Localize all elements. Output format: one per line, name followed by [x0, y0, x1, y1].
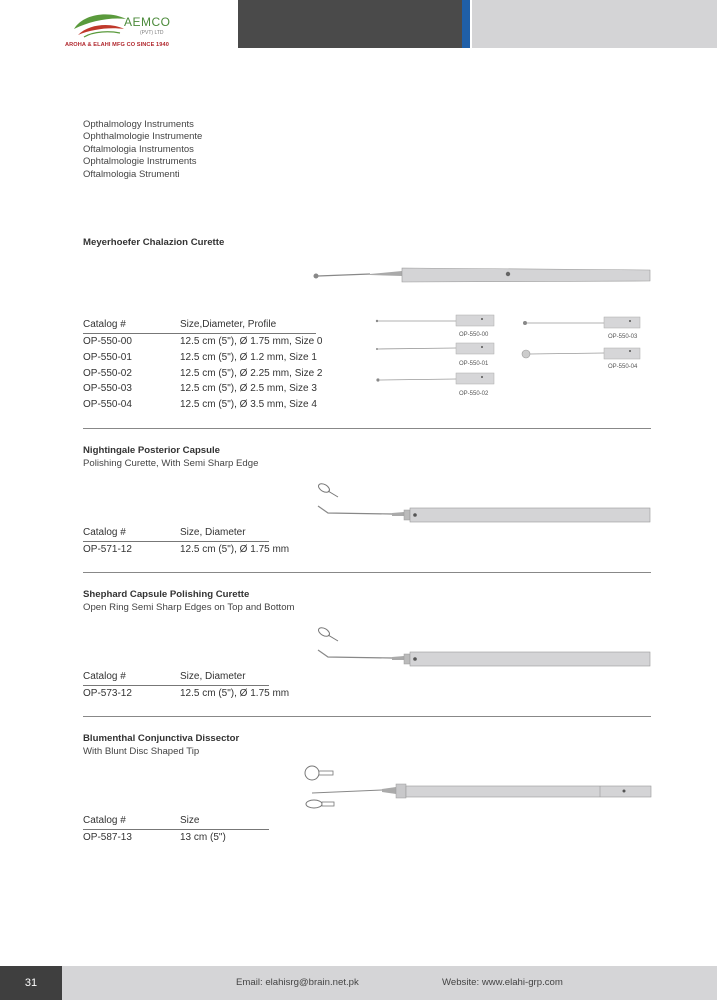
curette-illustration	[310, 264, 655, 284]
footer-website: Website: www.elahi-grp.com	[442, 977, 563, 988]
section-divider	[83, 428, 651, 429]
header-light-band	[472, 0, 717, 48]
table-header	[83, 814, 269, 830]
catalog-code: OP-550-02	[83, 367, 132, 379]
catalog-table	[83, 318, 323, 413]
catalog-code: OP-571-12	[83, 544, 132, 555]
catalog-code: OP-550-03	[83, 383, 132, 395]
tip-label: OP-550-03	[608, 334, 638, 340]
tip-label: OP-550-01	[459, 361, 489, 367]
size-desc: 12.5 cm (5"), Ø 1.2 mm, Size 1	[180, 351, 317, 363]
tip-variants-left-icon	[374, 313, 499, 385]
table-row	[83, 686, 290, 702]
intro-list	[83, 119, 202, 181]
tip-label: OP-550-04	[608, 364, 638, 370]
table-row	[83, 397, 316, 413]
logo-name: AEMCO	[124, 15, 171, 29]
size-desc: 13 cm (5")	[180, 832, 226, 843]
page-number: 31	[0, 966, 62, 1000]
col-header-catalog: Catalog #	[83, 815, 126, 826]
logo-tagline: AROHA & ELAHI MFG CO SINCE 1940	[65, 42, 169, 48]
intro-line: Oftalmologia Instrumentos	[83, 143, 194, 155]
table-row	[83, 381, 316, 397]
catalog-code: OP-550-00	[83, 336, 132, 347]
col-header-size: Size	[180, 815, 200, 826]
catalog-table	[83, 526, 290, 558]
catalog-table	[83, 670, 290, 702]
col-header-catalog: Catalog #	[83, 319, 126, 330]
header-blue-accent	[462, 0, 470, 48]
col-header-size: Size, Diameter	[180, 671, 246, 682]
section-subtitle: Open Ring Semi Sharp Edges on Top and Bottom	[83, 602, 295, 613]
catalog-table	[83, 814, 269, 846]
table-header	[83, 670, 269, 686]
table-row	[83, 830, 269, 846]
header-dark-band	[238, 0, 462, 48]
catalog-code: OP-573-12	[83, 688, 132, 699]
size-desc: 12.5 cm (5"), Ø 2.5 mm, Size 3	[180, 383, 317, 395]
table-header	[83, 318, 316, 334]
catalog-code: OP-550-04	[83, 399, 132, 411]
table-row	[83, 350, 316, 366]
polishing-curette-illustration	[312, 480, 654, 526]
size-desc: 12.5 cm (5"), Ø 1.75 mm	[180, 544, 290, 555]
col-header-size: Size, Diameter	[180, 527, 246, 538]
table-row	[83, 542, 290, 558]
section-title: Blumenthal Conjunctiva Dissector	[83, 733, 240, 744]
col-header-catalog: Catalog #	[83, 671, 126, 682]
section-subtitle: With Blunt Disc Shaped Tip	[83, 746, 200, 757]
intro-line: Ophthalmologie Instrumente	[83, 131, 203, 143]
tip-label: OP-550-00	[459, 332, 489, 338]
footer-bar	[62, 966, 717, 1000]
table-row	[83, 366, 323, 382]
size-desc: 12.5 cm (5"), Ø 2.25 mm, Size 2	[180, 367, 323, 379]
section-divider	[83, 716, 651, 717]
tip-label: OP-550-02	[459, 391, 489, 397]
section-subtitle: Polishing Curette, With Semi Sharp Edge	[83, 458, 259, 469]
capsule-curette-illustration	[312, 624, 654, 670]
section-title: Shephard Capsule Polishing Curette	[83, 589, 250, 600]
intro-line: Oftalmologia Strumenti	[83, 168, 180, 180]
section-title: Nightingale Posterior Capsule	[83, 445, 221, 456]
table-row	[83, 334, 323, 350]
intro-line: Ophtalmologie Instruments	[83, 156, 197, 168]
intro-line: Opthalmology Instruments	[83, 119, 194, 130]
table-header	[83, 526, 269, 542]
section-title: Meyerhoefer Chalazion Curette	[83, 237, 225, 248]
catalog-code: OP-587-13	[83, 832, 132, 843]
section-divider	[83, 572, 651, 573]
logo-sub: (PVT) LTD	[140, 30, 164, 36]
size-desc: 12.5 cm (5"), Ø 1.75 mm, Size 0	[180, 336, 323, 347]
size-desc: 12.5 cm (5"), Ø 3.5 mm, Size 4	[180, 399, 317, 411]
col-header-size: Size,Diameter, Profile	[180, 319, 277, 330]
catalog-code: OP-550-01	[83, 351, 132, 363]
col-header-catalog: Catalog #	[83, 527, 126, 538]
size-desc: 12.5 cm (5"), Ø 1.75 mm	[180, 688, 290, 699]
footer-email: Email: elahisrg@brain.net.pk	[236, 977, 359, 988]
dissector-illustration	[300, 764, 654, 814]
leaf-logo-icon	[70, 9, 130, 41]
